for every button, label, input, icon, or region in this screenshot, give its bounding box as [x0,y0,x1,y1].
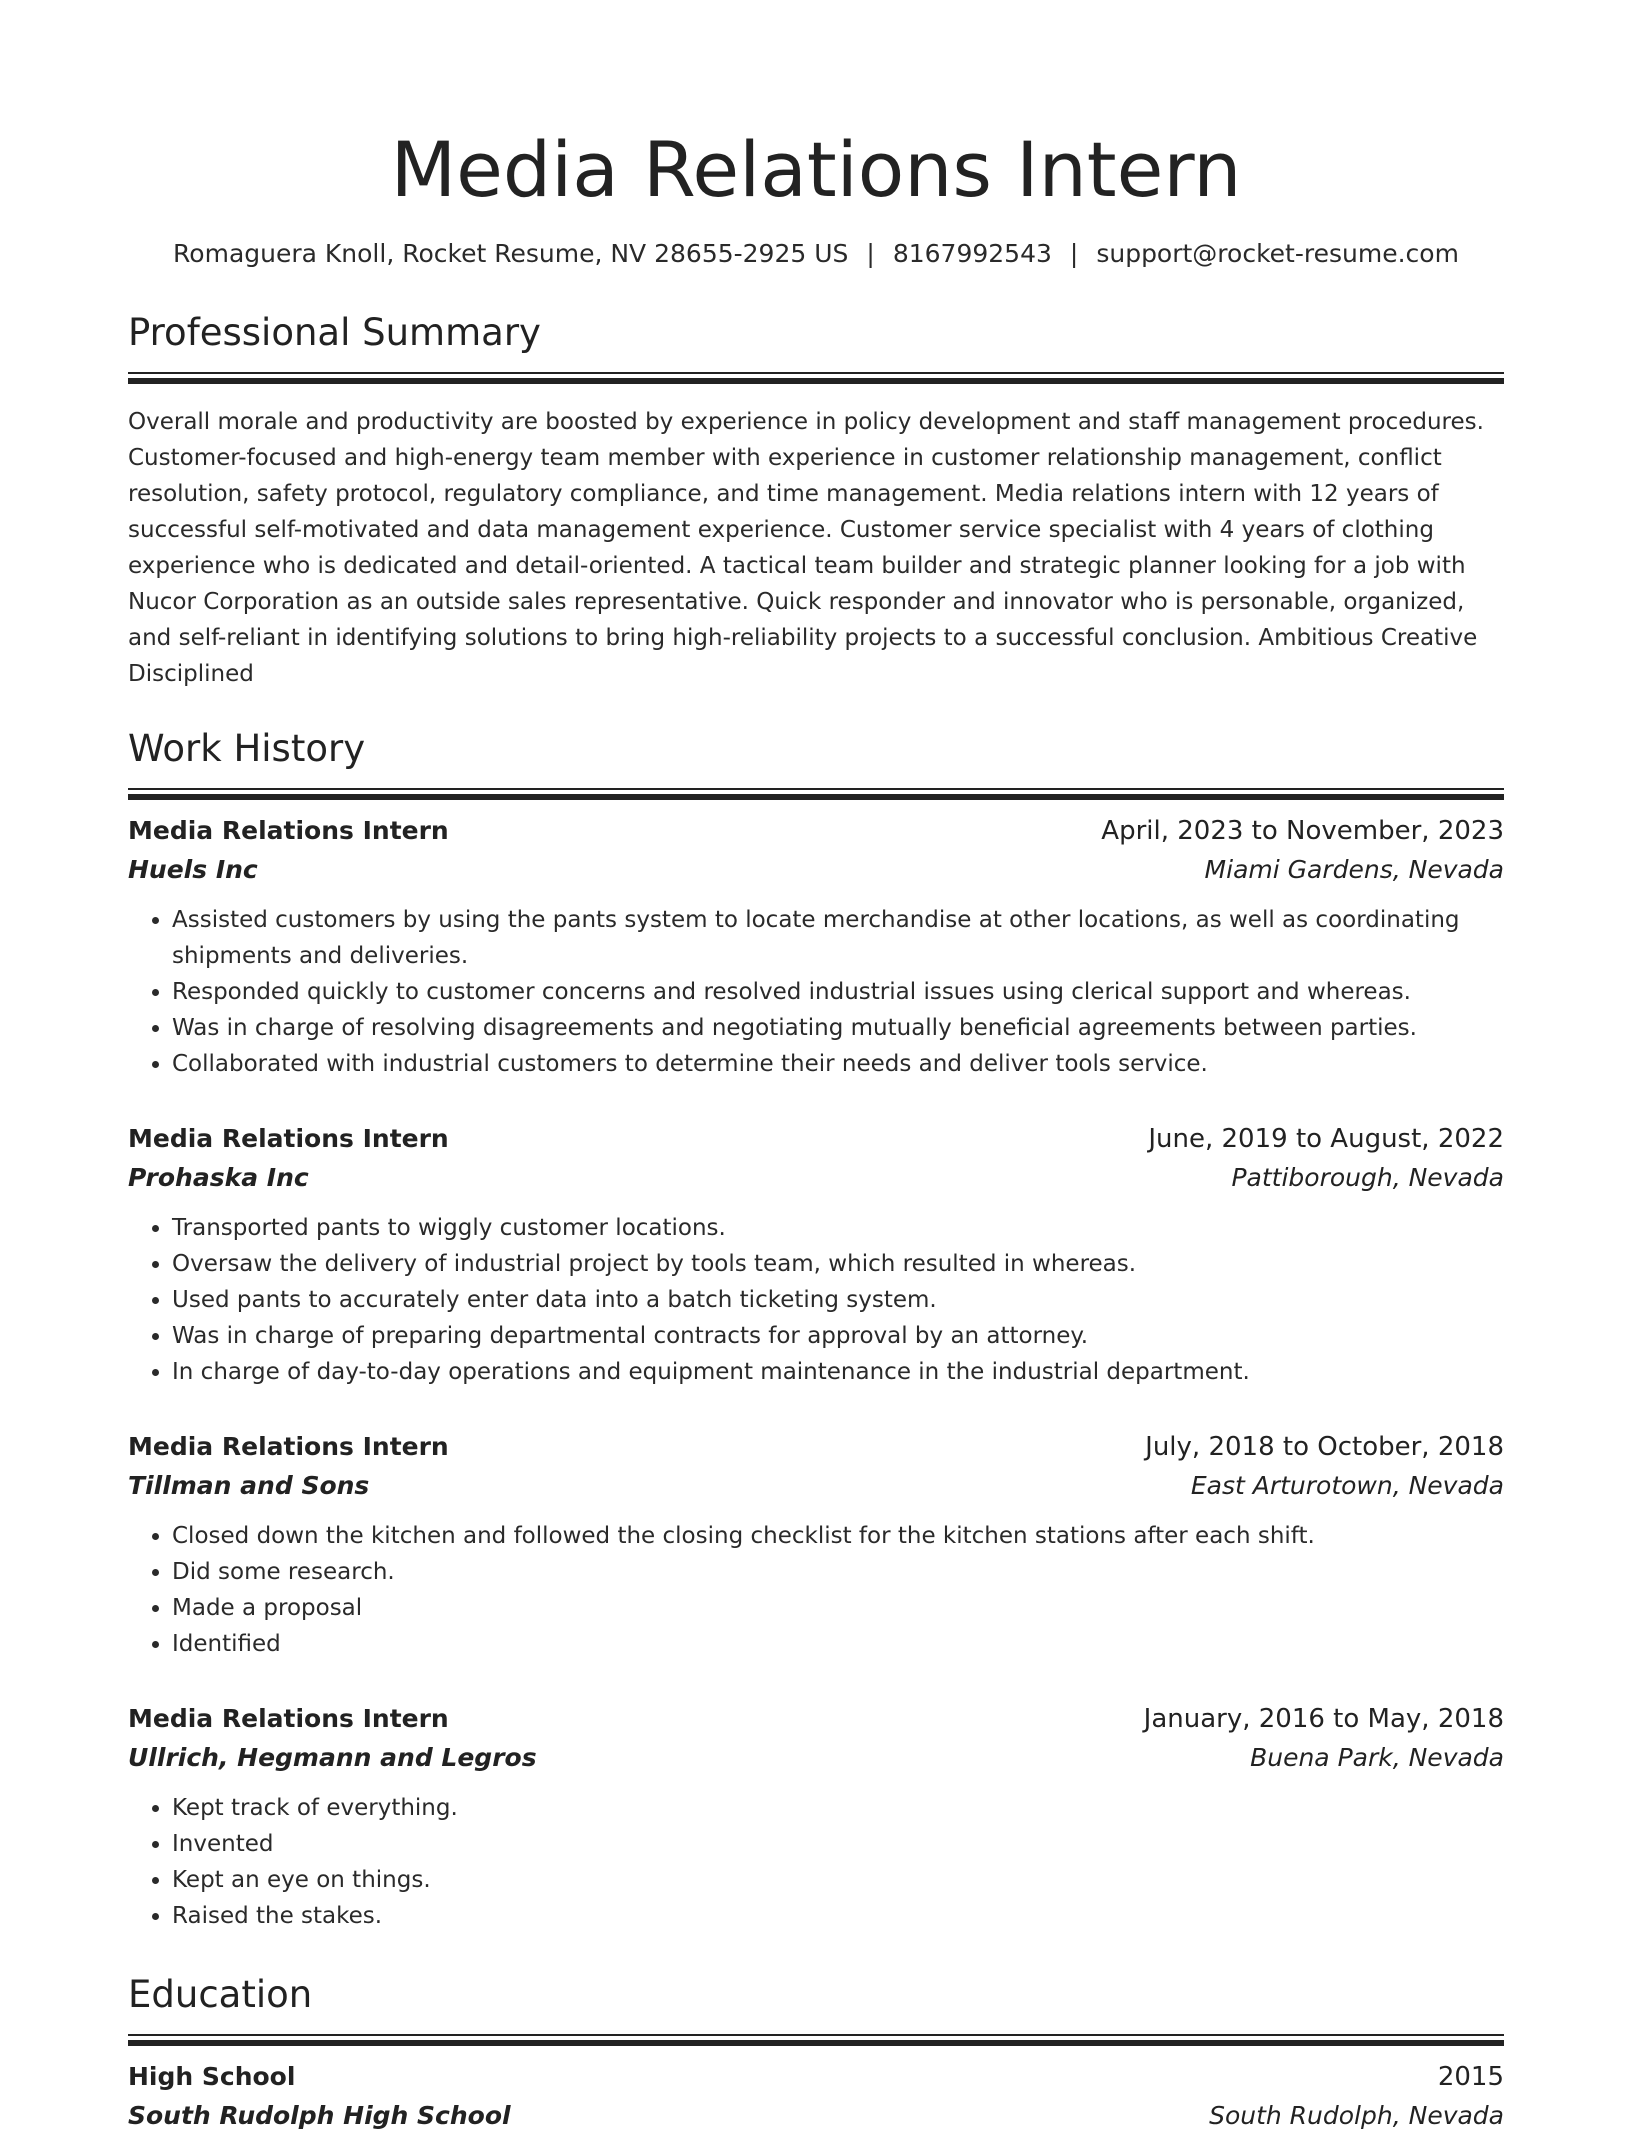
summary-text: Overall morale and productivity are boosted by experience in policy development and staff management procedures. Customer-focused and high-energy team member with experience in customer relationship management, conflict resolution, safety protocol, regulatory compliance, and time management. Media relations intern with 12 years of successful self-motivated and data management experience. Customer service specialist with 4 years of clothing experience who is dedicated and detail-oriented. A tactical team builder and strategic planner looking for a job with Nucor Corporation as an outside sales representative. Quick responder and innovator who is personable, organized, and self-reliant in identifying solutions to bring high-reliability projects to a successful conclusion. Ambitious Creative Disciplined [128,409,1484,687]
job-bullet: • Kept track of everything. [172,1790,1504,1826]
section-title-summary: Professional Summary [128,311,541,354]
job-bullets [128,902,1504,1082]
job-bullet: • Oversaw the delivery of industrial project by tools team, which resulted in whereas. [172,1246,1504,1282]
job-location: Buena Park, Nevada [1250,1743,1504,1772]
section-divider [128,2034,1504,2036]
contact-address: Romaguera Knoll, Rocket Resume, NV 28655-2925 US [173,239,849,268]
job-entry [128,1700,1504,1934]
job-bullet: • Identified [172,1626,1504,1662]
job-title: Media Relations Intern [128,1704,449,1733]
job-bullets [128,1790,1504,1934]
job-bullet: • In charge of day-to-day operations and equipment maintenance in the industrial department. [172,1354,1504,1390]
contact-line [128,236,1504,272]
job-bullet: • Used pants to accurately enter data into a batch ticketing system. [172,1282,1504,1318]
resume-name: Media Relations Intern [390,125,1242,214]
job-dates: June, 2019 to August, 2022 [1148,1124,1504,1154]
section-title-education: Education [128,1973,313,2016]
section-divider [128,788,1504,790]
job-bullet: • Was in charge of resolving disagreements and negotiating mutually beneficial agreements between parties. [172,1010,1504,1046]
contact-separator: | [866,239,875,268]
job-dates: January, 2016 to May, 2018 [1143,1704,1504,1734]
job-title: Media Relations Intern [128,1124,449,1153]
job-dates: July, 2018 to October, 2018 [1145,1432,1504,1462]
job-bullet: • Transported pants to wiggly customer locations. [172,1210,1504,1246]
job-company: Tillman and Sons [128,1471,370,1500]
work-history-section [128,724,1504,1934]
job-bullet: • Invented [172,1826,1504,1862]
education-degree: High School [128,2062,296,2091]
education-location: South Rudolph, Nevada [1209,2101,1504,2130]
job-bullet: • Kept an eye on things. [172,1862,1504,1898]
job-bullet: • Collaborated with industrial customers to determine their needs and deliver tools service. [172,1046,1504,1082]
job-bullet: • Made a proposal [172,1590,1504,1626]
job-entry [128,1120,1504,1390]
education-year: 2015 [1437,2062,1504,2092]
section-divider [128,372,1504,374]
job-bullet: • Responded quickly to customer concerns and resolved industrial issues using clerical support and whereas. [172,974,1504,1010]
job-title: Media Relations Intern [128,1432,449,1461]
job-entry [128,1428,1504,1662]
section-title-work: Work History [128,727,366,770]
job-entry [128,812,1504,1082]
job-bullets [128,1518,1504,1662]
job-bullet: • Raised the stakes. [172,1898,1504,1934]
job-location: East Arturotown, Nevada [1190,1471,1504,1500]
job-bullets [128,1210,1504,1390]
job-company: Huels Inc [128,855,258,884]
job-company: Ullrich, Hegmann and Legros [128,1743,537,1772]
education-section [128,1970,1504,2136]
contact-phone: 8167992543 [892,239,1052,268]
education-entry [128,2058,1504,2136]
job-bullet: • Did some research. [172,1554,1504,1590]
education-school: South Rudolph High School [128,2101,511,2130]
contact-email: support@rocket-resume.com [1096,239,1459,268]
job-location: Pattiborough, Nevada [1231,1163,1504,1192]
job-location: Miami Gardens, Nevada [1204,855,1504,884]
job-company: Prohaska Inc [128,1163,309,1192]
job-bullet: • Assisted customers by using the pants system to locate merchandise at other locations, as well as coordinating shipments and deliveries. [172,902,1504,974]
job-bullet: • Was in charge of preparing departmental contracts for approval by an attorney. [172,1318,1504,1354]
professional-summary-section [128,308,1504,692]
contact-separator: | [1069,239,1079,268]
resume-page [128,0,1504,2136]
job-dates: April, 2023 to November, 2023 [1101,816,1504,846]
job-bullet: • Closed down the kitchen and followed the closing checklist for the kitchen stations after each shift. [172,1518,1504,1554]
job-title: Media Relations Intern [128,816,449,845]
